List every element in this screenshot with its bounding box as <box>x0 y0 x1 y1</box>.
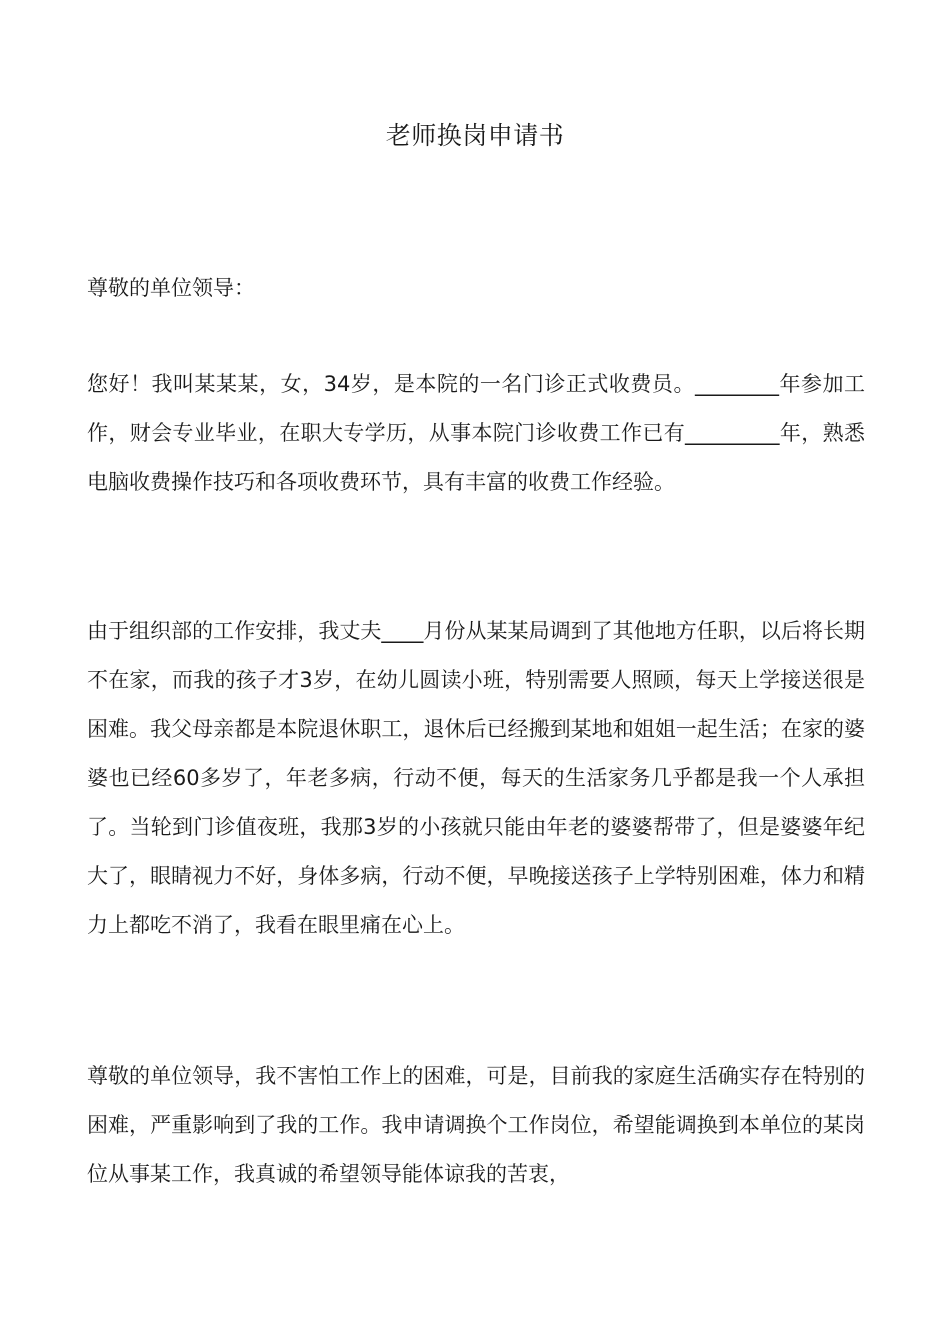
salutation: 尊敬的单位领导： <box>87 276 255 300</box>
paragraph-request: 尊敬的单位领导，我不害怕工作上的困难，可是，目前我的家庭生活确实存在特别的困难，严重影响到了我的工作。我申请调换个工作岗位，希望能调换到本单位的某岗位从事某工作，我真诚的希望领导能体谅我的苦衷， <box>87 1064 865 1186</box>
paragraph-introduction: 您好！我叫某某某，女，34岁，是本院的一名门诊正式收费员。________年参加工作，财会专业毕业，在职大专学历，从事本院门诊收费工作已有_________年，熟悉电脑收费操作技巧和各项收费环节，具有丰富的收费工作经验。 <box>87 372 865 494</box>
document-title: 老师换岗申请书 <box>385 121 565 150</box>
paragraph-family-situation: 由于组织部的工作安排，我丈夫____月份从某某局调到了其他地方任职，以后将长期不在家，而我的孩子才3岁，在幼儿圆读小班，特别需要人照顾，每天上学接送很是困难。我父母亲都是本院退休职工，退休后已经搬到某地和姐姐一起生活；在家的婆婆也已经60多岁了，年老多病，行动不便，每天的生活家务几乎都是我一个人承担了。当轮到门诊值夜班，我那3岁的小孩就只能由年老的婆婆帮带了，但是婆婆年纪大了，眼睛视力不好，身体多病，行动不便，早晚接送孩子上学特别困难，体力和精力上都吃不消了，我看在眼里痛在心上。 <box>87 619 865 937</box>
